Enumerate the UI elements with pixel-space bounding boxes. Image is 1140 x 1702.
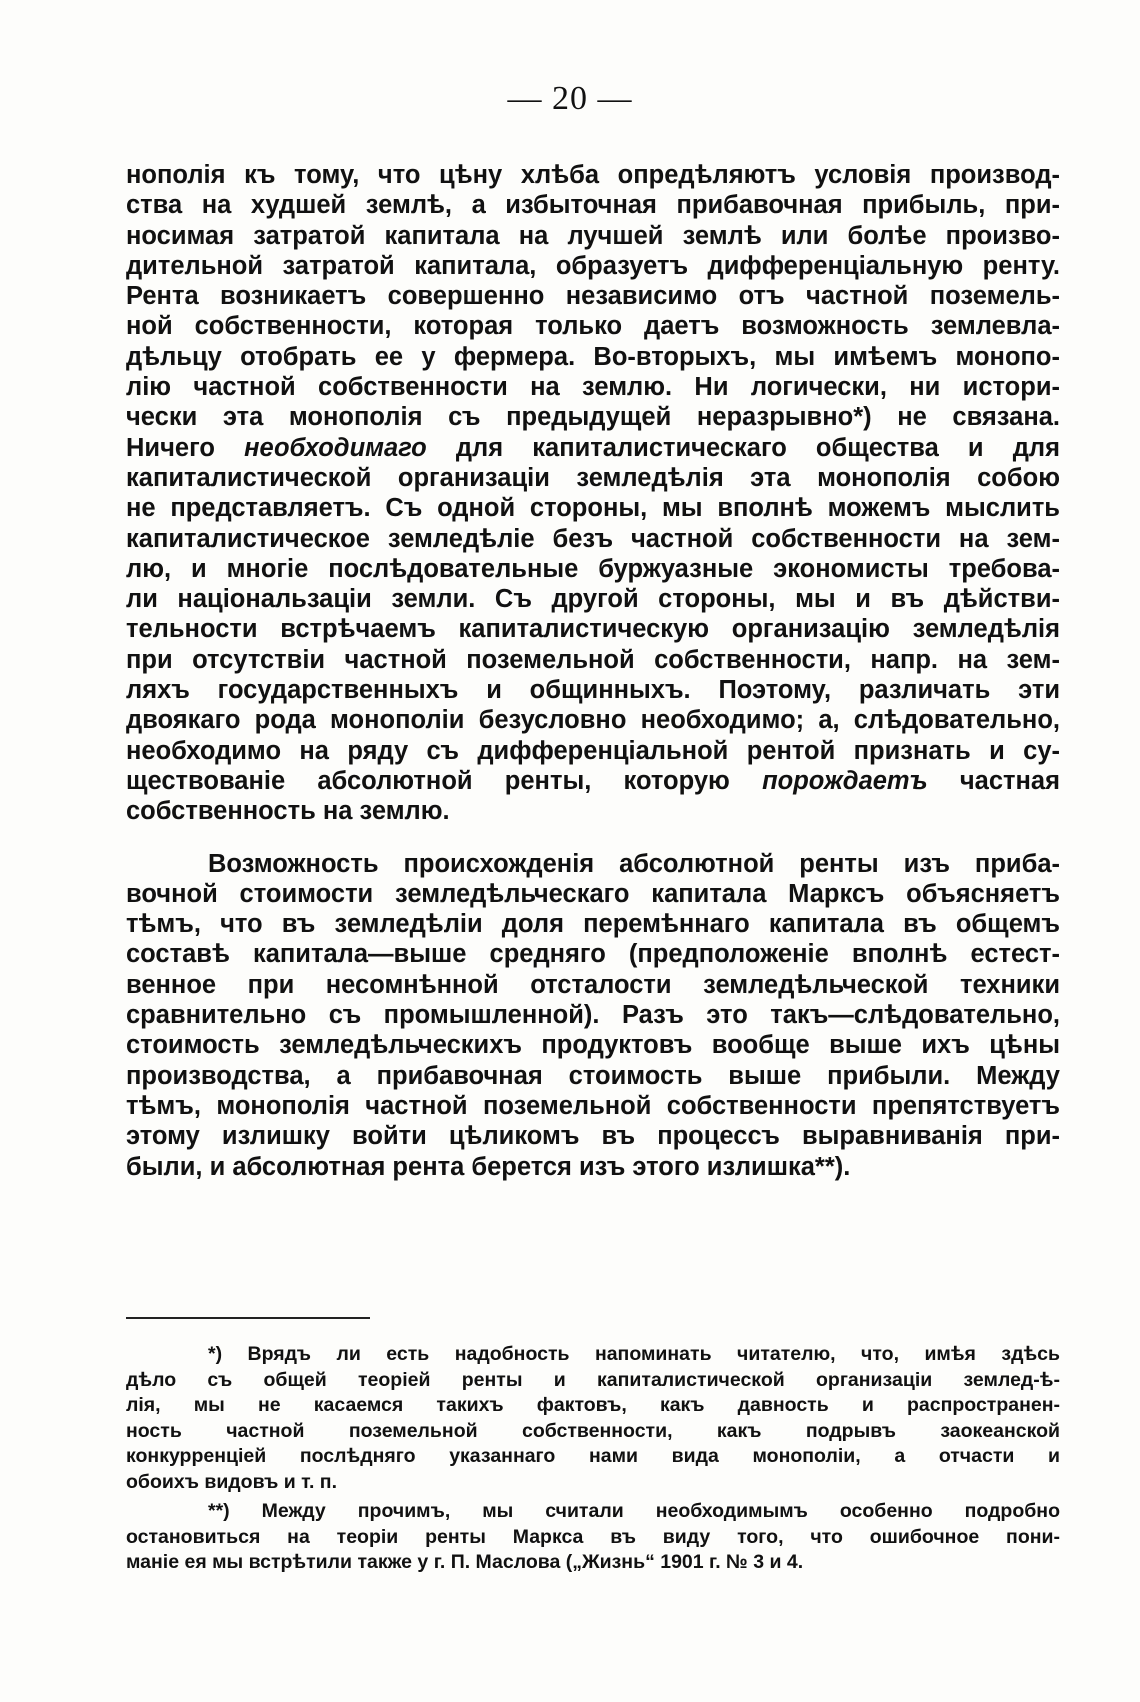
- emphasis-text: необходимаго: [244, 433, 427, 462]
- text-line: двоякаго рода монополіи безусловно необходимо; а, слѣдовательно,: [126, 706, 1060, 735]
- text-line: тельности встрѣчаемъ капиталистическую организацію земледѣлія: [126, 615, 1060, 644]
- footnotes: [126, 1342, 1060, 1576]
- text-line: чески эта монополія съ предыдущей неразрывно*) не связана.: [126, 403, 1060, 432]
- text-line: [126, 433, 1060, 463]
- text-line: ляхъ государственныхъ и общинныхъ. Поэтому, различать эти: [126, 676, 1060, 705]
- footnote-line: *) Врядъ ли есть надобность напоминать читателю, что, имѣя здѣсь: [208, 1343, 1060, 1365]
- text-line: ства на худшей землѣ, а избыточная прибавочная прибыль, при-: [126, 191, 1060, 220]
- text-line: при отсутствіи частной поземельной собственности, напр. на зем-: [126, 645, 1060, 674]
- footnote-line: ность частной поземельной собственности, какъ подрывъ заокеанской: [126, 1419, 1060, 1442]
- footnote-line: маніе ея мы встрѣтили также у г. П. Маслова („Жизнь“ 1901 г. № 3 и 4.: [126, 1551, 804, 1573]
- text-line: тѣмъ, монополія частной поземельной собственности препятствуетъ: [126, 1091, 1060, 1120]
- footnote-line: **) Между прочимъ, мы считали необходимымъ особенно подробно: [208, 1500, 1060, 1522]
- text-line: ли національзаціи земли. Съ другой стороны, мы и въ дѣйстви-: [126, 585, 1060, 614]
- text-line: были, и абсолютная рента берется изъ этого излишка**).: [126, 1152, 851, 1181]
- footnote-divider: [126, 1317, 370, 1319]
- footnote-line: остановиться на теоріи ренты Маркса въ виду того, что ошибочное пони-: [126, 1525, 1060, 1548]
- text-line: Возможность происхожденія абсолютной ренты изъ приба-: [208, 849, 1060, 878]
- paragraph-2: [126, 849, 1060, 1182]
- text-line: [126, 766, 1060, 796]
- text-line: лю, и многіе послѣдовательные буржуазные экономисты требова-: [126, 554, 1060, 583]
- text-line: составѣ капитала—выше средняго (предположеніе вполнѣ естест-: [126, 940, 1060, 969]
- text-line: этому излишку войти цѣликомъ въ процессъ выравниванія при-: [126, 1122, 1060, 1151]
- text-line: тѣмъ, что въ земледѣліи доля перемѣннаго капитала въ общемъ: [126, 910, 1060, 939]
- footnote-line: дѣло съ общей теоріей ренты и капиталистической организаціи землед-ѣ-: [126, 1368, 1060, 1391]
- text-line: сравнительно съ промышленной). Разъ это такъ—слѣдовательно,: [126, 1001, 1060, 1030]
- text-segment: ществованіе абсолютной ренты, которую: [126, 766, 763, 795]
- text-line: собственность на землю.: [126, 797, 450, 826]
- footnote-line: обоихъ видовъ и т. п.: [126, 1470, 338, 1493]
- text-line: нополія къ тому, что цѣну хлѣба опредѣляютъ условія производ-: [126, 161, 1060, 189]
- text-line: производства, а прибавочная стоимость выше прибыли. Между: [126, 1061, 1060, 1090]
- text-line: не представляетъ. Съ одной стороны, мы вполнѣ можемъ мыслить: [126, 494, 1060, 523]
- page-number: — 20 —: [507, 80, 633, 117]
- text-line: стоимость земледѣльческихъ продуктовъ вообще выше ихъ цѣны: [126, 1031, 1060, 1060]
- text-line: необходимо на ряду съ дифференціальной рентой признать и су-: [126, 736, 1060, 765]
- paragraph-1: [126, 160, 1060, 827]
- text-line: вочной стоимости земледѣльческаго капитала Марксъ объясняетъ: [126, 879, 1060, 908]
- text-segment: частная: [927, 766, 1060, 795]
- footnote-2: [126, 1499, 1060, 1576]
- text-segment: Ничего: [126, 433, 245, 462]
- text-line: капиталистической организаціи земледѣлія эта монополія собою: [126, 463, 1060, 492]
- text-line: капиталистическое земледѣліе безъ частной собственности на зем-: [126, 524, 1060, 553]
- text-line: ной собственности, которая только даетъ возможность землевла-: [126, 312, 1060, 341]
- emphasis-text: порождаетъ: [762, 766, 928, 795]
- text-segment: для капиталистическаго общества и для: [426, 433, 1060, 462]
- footnote-line: конкурренціей послѣдняго указаннаго нами вида монополіи, а отчасти и: [126, 1445, 1060, 1467]
- footnote-line: лія, мы не касаемся такихъ фактовъ, какъ давность и распространен-: [126, 1394, 1060, 1416]
- text-line: Рента возникаетъ совершенно независимо отъ частной поземель-: [126, 282, 1060, 311]
- main-text: [126, 160, 1060, 1182]
- text-line: дительной затратой капитала, образуетъ дифференціальную ренту.: [126, 251, 1060, 280]
- text-line: лію частной собственности на землю. Ни логически, ни истори-: [126, 373, 1060, 402]
- footnote-1: [126, 1342, 1060, 1495]
- text-line: носимая затратой капитала на лучшей землѣ или болѣе произво-: [126, 221, 1060, 250]
- text-line: венное при несомнѣнной отсталости земледѣльческой техники: [126, 970, 1060, 999]
- text-line: дѣльцу отобрать ее у фермера. Во-вторыхъ, мы имѣемъ монопо-: [126, 342, 1060, 371]
